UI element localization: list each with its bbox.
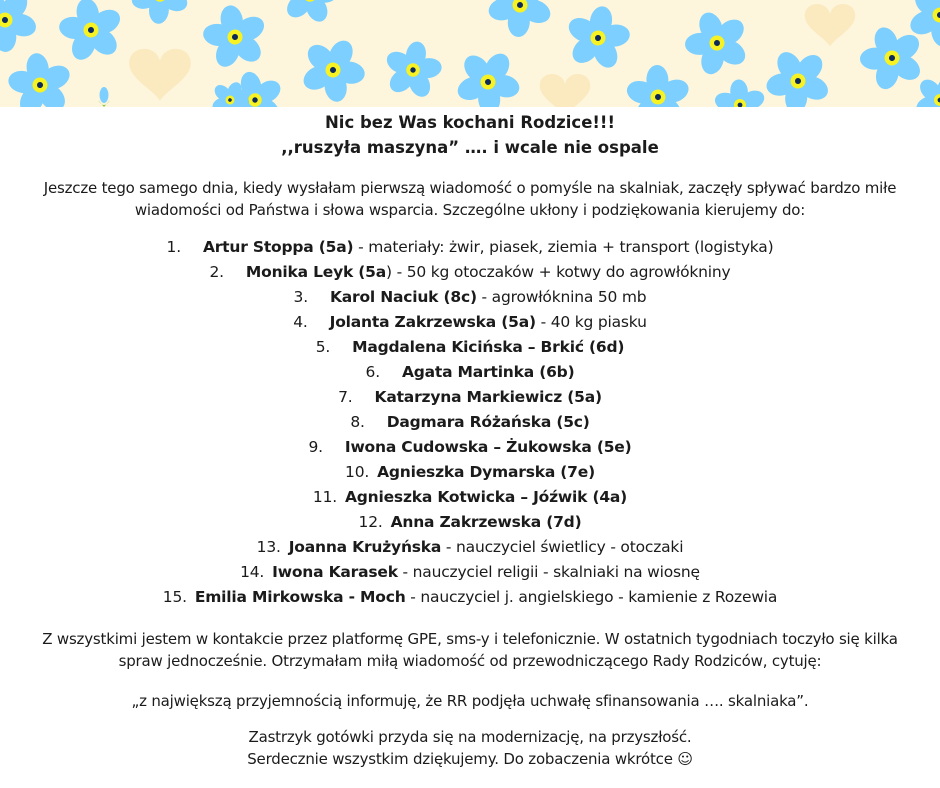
thanks-list-item bbox=[0, 410, 940, 435]
flower-banner bbox=[0, 0, 940, 107]
article-content bbox=[0, 110, 940, 770]
item-number: 15. bbox=[162, 588, 187, 606]
thanks-list-item bbox=[0, 385, 940, 410]
thanks-list-item bbox=[0, 335, 940, 360]
forget-me-not-flower bbox=[473, 0, 566, 52]
thanks-list-item bbox=[0, 310, 940, 335]
flower-bud bbox=[100, 87, 109, 103]
donor-name: Anna Zakrzewska (7d) bbox=[390, 513, 582, 531]
thanks-list-item bbox=[0, 510, 940, 535]
item-number: 3. bbox=[293, 288, 308, 306]
forget-me-not-flower bbox=[190, 0, 279, 82]
item-number: 9. bbox=[308, 438, 323, 456]
heart-shape bbox=[129, 49, 191, 101]
item-number: 10. bbox=[345, 463, 370, 481]
item-number: 5. bbox=[315, 338, 331, 356]
item-number: 8. bbox=[350, 413, 365, 431]
donor-name: Agnieszka Kotwicka – Jóźwik (4a) bbox=[344, 488, 628, 506]
donor-name: Karol Naciuk (8c) bbox=[329, 288, 477, 306]
donation-description: ) - 50 kg otoczaków + kotwy do agrowłókniny bbox=[386, 263, 731, 281]
thanks-list-item bbox=[0, 235, 940, 260]
thanks-list-item bbox=[0, 260, 940, 285]
closing-line: Zastrzyk gotówki przyda się na modernizację, na przyszłość. bbox=[248, 728, 692, 746]
thanks-list-item bbox=[0, 460, 940, 485]
heart-shape bbox=[805, 4, 855, 46]
item-number: 14. bbox=[240, 563, 265, 581]
thanks-list-item bbox=[0, 285, 940, 310]
donation-description: - nauczyciel świetlicy - otoczaki bbox=[441, 538, 684, 556]
donation-description: - nauczyciel j. angielskiego - kamienie z Rozewia bbox=[405, 588, 778, 606]
forget-me-not-flower bbox=[0, 41, 84, 107]
intro-line: Jeszcze tego samego dnia, kiedy wysłałam pierwszą wiadomość o pomyśle na skalniak, zaczęły spływać bardzo miłe bbox=[43, 179, 897, 197]
thanks-list-item bbox=[0, 435, 940, 460]
council-quote: „z największą przyjemnością informuję, że RR podjęła uchwałę sfinansowania …. skalniaka”. bbox=[131, 692, 809, 710]
page-title: Nic bez Was kochani Rodzice!!! bbox=[325, 113, 615, 132]
contact-paragraph bbox=[0, 628, 940, 672]
forget-me-not-flower bbox=[118, 0, 202, 37]
forget-me-not-flower bbox=[706, 70, 774, 107]
donor-name: Joanna Krużyńska bbox=[288, 538, 442, 556]
donor-name: Iwona Cudowska – Żukowska (5e) bbox=[344, 438, 632, 456]
donation-description: - agrowłóknina 50 mb bbox=[476, 288, 647, 306]
contact-line: Z wszystkimi jestem w kontakcie przez platformę GPE, sms-y i telefonicznie. W ostatnich tygodniach toczyło się kilka bbox=[42, 630, 898, 648]
heart-shape bbox=[540, 74, 590, 107]
forget-me-not-flower bbox=[559, 1, 637, 76]
forget-me-not-flower bbox=[378, 36, 449, 104]
donor-name: Magdalena Kicińska – Brkić (6d) bbox=[352, 338, 625, 356]
item-number: 7. bbox=[338, 388, 353, 406]
donor-name: Katarzyna Markiewicz (5a) bbox=[374, 388, 602, 406]
donation-description: - nauczyciel religii - skalniaki na wiosnę bbox=[397, 563, 700, 581]
item-number: 4. bbox=[293, 313, 308, 331]
item-number: 11. bbox=[312, 488, 337, 506]
item-number: 12. bbox=[358, 513, 383, 531]
thanks-list-item bbox=[0, 560, 940, 585]
intro-paragraph bbox=[0, 177, 940, 221]
item-number: 2. bbox=[209, 263, 224, 281]
thanks-list bbox=[0, 235, 940, 610]
contact-line: spraw jednocześnie. Otrzymałam miłą wiadomość od przewodniczącego Rady Rodziców, cytuję: bbox=[118, 652, 822, 670]
donor-name: Agnieszka Dymarska (7e) bbox=[377, 463, 595, 481]
forget-me-not-flower bbox=[671, 0, 764, 90]
flower-pattern bbox=[0, 0, 940, 107]
donor-name: Agata Martinka (6b) bbox=[401, 363, 575, 381]
thanks-list-item bbox=[0, 485, 940, 510]
forget-me-not-flower bbox=[442, 37, 533, 107]
forget-me-not-flower bbox=[288, 26, 378, 107]
forget-me-not-flower bbox=[0, 0, 51, 66]
donor-name: Dagmara Różańska (5c) bbox=[386, 413, 590, 431]
item-number: 1. bbox=[166, 238, 181, 256]
closing-line: Serdecznie wszystkim dziękujemy. Do zobaczenia wkrótce ☺ bbox=[247, 750, 693, 768]
forget-me-not-flower bbox=[275, 0, 345, 29]
item-number: 6. bbox=[365, 363, 380, 381]
forget-me-not-flower bbox=[46, 0, 135, 75]
donation-description: - materiały: żwir, piasek, ziemia + transport (logistyka) bbox=[353, 238, 774, 256]
thanks-list-item bbox=[0, 535, 940, 560]
thanks-list-item bbox=[0, 585, 940, 610]
thanks-list-item bbox=[0, 360, 940, 385]
donor-name: Jolanta Zakrzewska (5a) bbox=[329, 313, 536, 331]
page-subtitle: ,,ruszyła maszyna” …. i wcale nie ospale bbox=[281, 138, 659, 157]
closing-paragraph bbox=[0, 726, 940, 770]
intro-line: wiadomości od Państwa i słowa wsparcia. Szczególne ukłony i podziękowania kierujemy do: bbox=[134, 201, 806, 219]
donor-name: Monika Leyk (5a bbox=[245, 263, 387, 281]
donor-name: Emilia Mirkowska - Moch bbox=[194, 588, 406, 606]
item-number: 13. bbox=[256, 538, 281, 556]
donor-name: Artur Stoppa (5a) bbox=[202, 238, 354, 256]
donor-name: Iwona Karasek bbox=[272, 563, 398, 581]
forget-me-not-flower bbox=[616, 54, 700, 107]
donation-description: - 40 kg piasku bbox=[535, 313, 647, 331]
